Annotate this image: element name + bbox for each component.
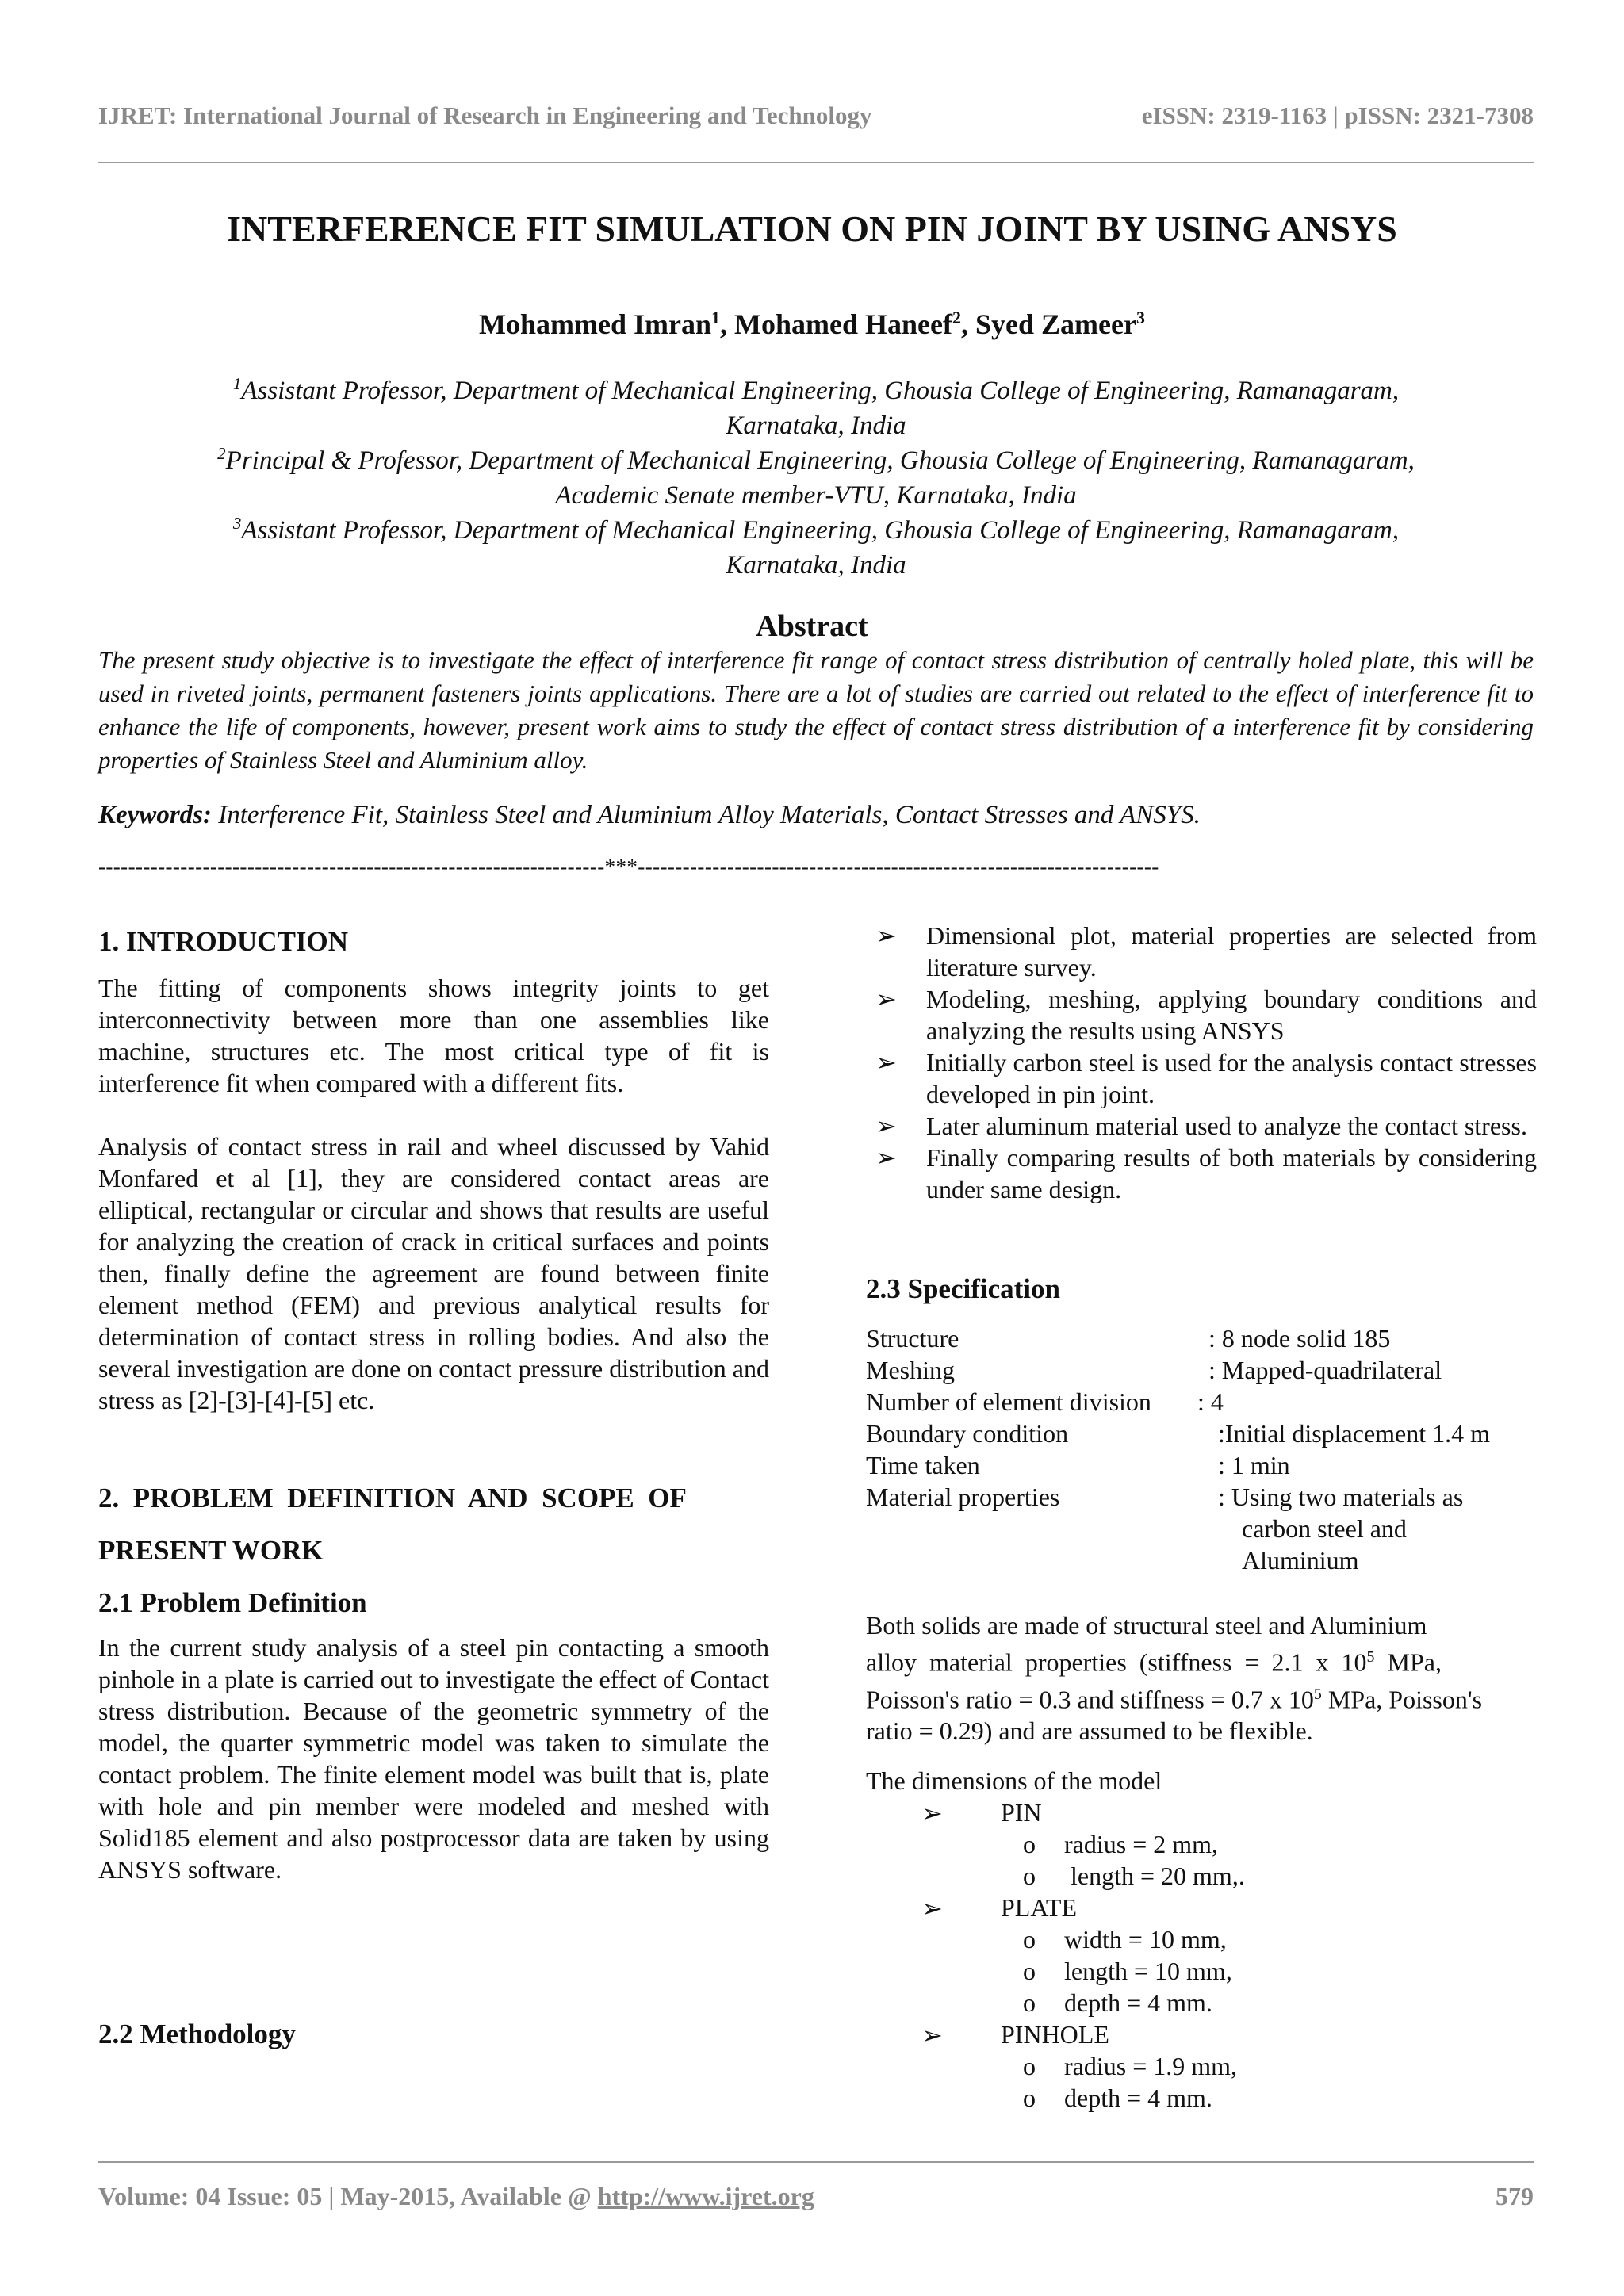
author-list [0, 308, 1624, 341]
dimension-item: depth = 4 mm. [1064, 1988, 1212, 2017]
dimension-item: length = 20 mm,. [1064, 1862, 1245, 1890]
list-item-text: Later aluminum material used to analyze the contact stress. [926, 1112, 1527, 1140]
dimension-item: radius = 1.9 mm, [1064, 2052, 1238, 2080]
circle-bullet-icon: o [1023, 1830, 1036, 1858]
dimension-item: width = 10 mm, [1064, 1925, 1227, 1954]
circle-bullet-icon: o [1023, 1925, 1036, 1954]
dimension-item: radius = 2 mm, [1064, 1830, 1219, 1858]
journal-link[interactable]: http://www.ijret.org [597, 2182, 814, 2210]
circle-bullet-icon: o [1023, 1957, 1036, 1985]
journal-name: IJRET: International Journal of Research in Engineering and Technology [98, 101, 872, 129]
affiliation-1 [98, 366, 1534, 443]
intro-paragraph-2: Analysis of contact stress in rail and wheel discussed by Vahid Monfared et al [1], they are considered contact areas are elliptical, rectangular or circular and shows that results are useful for analyzing the creation of crack in critical surfaces and points then, finally define the agreement are found between finite element method (FEM) and previous analytical results for determination of contact stress in rolling bodies. And also the several investigation are done on contact pressure distribution and stress as [2]-[3]-[4]-[5] etc. [98, 1132, 769, 1414]
footer-text [98, 2182, 814, 2211]
spec-label: Boundary condition [866, 1419, 1069, 1448]
list-item [866, 1047, 1537, 1110]
author-name: Mohamed Haneef [734, 308, 952, 340]
affiliation-sup: 3 [232, 514, 242, 533]
dimension-group-plate: PLATE [1001, 1893, 1077, 1922]
spec-label: Structure [866, 1324, 959, 1353]
header-rule [98, 162, 1534, 163]
author-separator: , [720, 308, 735, 340]
page-number: 579 [1496, 2182, 1534, 2210]
keywords-text: Interference Fit, Stainless Steel and Aluminium Alloy Materials, Contact Stresses and ANSYS. [212, 801, 1201, 829]
spec-value: :Initial displacement 1.4 m [1218, 1419, 1491, 1448]
affiliation-line: Academic Senate member-VTU, Karnataka, India [555, 481, 1077, 510]
dimension-item: length = 10 mm, [1064, 1957, 1232, 1985]
keywords-label: Keywords: [98, 801, 212, 829]
problem-paragraph: In the current study analysis of a steel pin contacting a smooth pinhole in a plate is carried out to investigate the effect of Contact stress distribution. Because of the geometric symmetry of the model, the quarter symmetric model was taken to simulate the contact problem. The finite element model was built that is, plate with hole and pin member were modeled and meshed with Solid185 element and also postprocessor data are taken by using ANSYS software. [98, 1633, 769, 1884]
spec-value: : Mapped-quadrilateral [1208, 1356, 1442, 1384]
spec-value: carbon steel and [1242, 1514, 1407, 1543]
exponent: 5 [1366, 1648, 1375, 1666]
spec-label: Number of element division [866, 1387, 1151, 1416]
running-footer [98, 2182, 1534, 2214]
affiliation-line: Principal & Professor, Department of Mechanical Engineering, Ghousia College of Engineering, Ramanagaram, [225, 446, 1415, 475]
abstract-text: The present study objective is to investigate the effect of interference fit range of contact stress distribution of centrally holed plate, this will be used in riveted joints, permanent fasteners joints applications. There are a lot of studies are carried out related to the effect of interference fit to enhance the life of components, however, present work aims to study the effect of contact stress distribution of a interference fit by considering properties of Stainless Steel and Aluminium alloy. [98, 646, 1534, 774]
list-item-text: Modeling, meshing, applying boundary conditions and analyzing the results using ANSYS [926, 985, 1537, 1045]
list-item-text: Finally comparing results of both materials by considering under same design. [926, 1143, 1537, 1203]
list-item-text: Initially carbon steel is used for the analysis contact stresses developed in pin joint. [926, 1048, 1537, 1108]
affiliation-2 [98, 436, 1534, 513]
paragraph-text: Poisson's ratio = 0.3 and stiffness = 0.7 x 10 [866, 1685, 1314, 1714]
arrow-bullet-icon: ➢ [921, 1799, 943, 1827]
paragraph-text: MPa, [1374, 1647, 1442, 1677]
arrow-bullet-icon: ➢ [875, 1112, 897, 1140]
paragraph-line: Both solids are made of structural steel and Aluminium [866, 1611, 1427, 1640]
affiliation-line: Karnataka, India [726, 551, 906, 580]
keywords [98, 801, 1534, 830]
section-separator: --------------------------------------------------------------------***---------------------------------------------------------------------- [98, 855, 1159, 878]
section-heading-problem-cont: PRESENT WORK [98, 1535, 324, 1566]
methodology-list [866, 920, 1537, 1205]
spec-value: : Using two materials as [1218, 1483, 1464, 1511]
paragraph-line: ratio = 0.29) and are assumed to be flexible. [866, 1716, 1313, 1746]
affiliation-line: Karnataka, India [726, 411, 906, 440]
spec-value: : 8 node solid 185 [1208, 1324, 1391, 1353]
section-heading-problem: 2. PROBLEM DEFINITION AND SCOPE OF [98, 1483, 687, 1513]
spec-label: Time taken [866, 1451, 980, 1479]
author-sup: 3 [1136, 308, 1145, 327]
arrow-bullet-icon: ➢ [875, 921, 897, 950]
affiliation-3 [98, 506, 1534, 583]
affiliation-sup: 1 [232, 374, 242, 393]
author-name: Mohammed Imran [479, 308, 712, 340]
author-sup: 2 [952, 308, 961, 327]
affiliation-line: Assistant Professor, Department of Mechanical Engineering, Ghousia College of Engineering, Ramanagaram, [241, 377, 1400, 405]
subsection-heading-methodology: 2.2 Methodology [98, 2019, 296, 2049]
circle-bullet-icon: o [1023, 1988, 1036, 2017]
dimension-group-pinhole: PINHOLE [1001, 2020, 1109, 2049]
spec-value: : 1 min [1218, 1451, 1290, 1479]
dimension-group-pin: PIN [1001, 1798, 1042, 1827]
arrow-bullet-icon: ➢ [921, 1894, 943, 1923]
spec-value: Aluminium [1242, 1546, 1359, 1575]
spec-label: Meshing [866, 1356, 955, 1384]
footer-rule [98, 2161, 1534, 2163]
subsection-heading-problem-definition: 2.1 Problem Definition [98, 1587, 367, 1618]
list-item [866, 1110, 1537, 1142]
circle-bullet-icon: o [1023, 2052, 1036, 2080]
affiliation-line: Assistant Professor, Department of Mechanical Engineering, Ghousia College of Engineering, Ramanagaram, [241, 516, 1400, 545]
author-sup: 1 [711, 308, 721, 327]
circle-bullet-icon: o [1023, 2084, 1036, 2112]
author-name: Syed Zameer [975, 308, 1136, 340]
list-item-text: Dimensional plot, material properties are selected from literature survey. [926, 921, 1537, 982]
author-separator: , [960, 308, 975, 340]
paragraph-line [866, 1641, 1537, 1678]
intro-paragraph-1: The fitting of components shows integrity joints to get interconnectivity between more than one assemblies like machine, structures etc. The most critical type of fit is interference fit when compared with a different fits. [98, 974, 769, 1097]
dimensions-intro: The dimensions of the model [866, 1766, 1162, 1795]
arrow-bullet-icon: ➢ [875, 985, 897, 1013]
abstract-heading: Abstract [756, 610, 868, 643]
spec-label: Material properties [866, 1483, 1060, 1511]
affiliation-sup: 2 [217, 444, 226, 463]
paper-title: INTERFERENCE FIT SIMULATION ON PIN JOINT BY USING ANSYS [227, 209, 1397, 249]
list-item [866, 983, 1537, 1047]
arrow-bullet-icon: ➢ [875, 1048, 897, 1077]
paragraph-line [866, 1678, 1537, 1716]
materials-paragraph [866, 1609, 1537, 1747]
issn-info: eISSN: 2319-1163 | pISSN: 2321-7308 [1141, 101, 1534, 129]
list-item [866, 920, 1537, 983]
dimension-item: depth = 4 mm. [1064, 2084, 1212, 2112]
list-item [866, 1142, 1537, 1205]
subsection-heading-specification: 2.3 Specification [866, 1273, 1060, 1304]
paragraph-text: MPa, Poisson's [1321, 1685, 1483, 1714]
section-heading-introduction: 1. INTRODUCTION [98, 926, 349, 957]
volume-info: Volume: 04 Issue: 05 | May-2015, Available @ [98, 2182, 598, 2210]
exponent: 5 [1313, 1685, 1322, 1703]
paragraph-text: alloy material properties (stiffness = 2.1 x 10 [866, 1647, 1367, 1677]
arrow-bullet-icon: ➢ [875, 1143, 897, 1172]
running-header [98, 101, 1534, 133]
circle-bullet-icon: o [1023, 1862, 1036, 1890]
arrow-bullet-icon: ➢ [921, 2021, 943, 2049]
spec-value: : 4 [1197, 1387, 1224, 1416]
